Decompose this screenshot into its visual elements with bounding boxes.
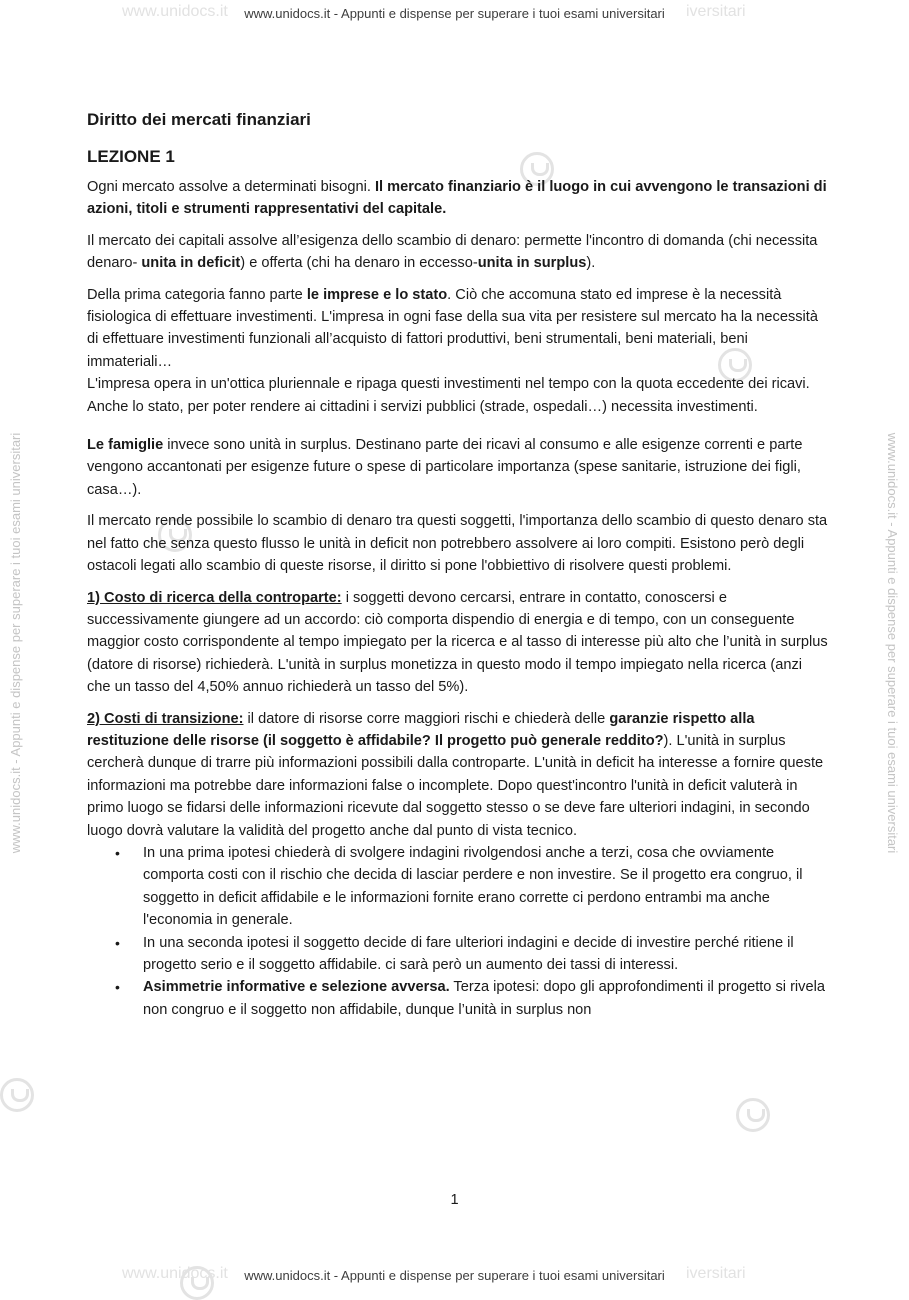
bold-definition: Il mercato finanziario è il luogo in cui avvengono le transazioni di azioni, titoli e strumenti rappresentativi del capitale. — [87, 179, 827, 218]
text-run: invece sono unità in surplus. Destinano parte dei ricavi al consumo e alle esigenze correnti e parte vengono accantonati per esigenze future o spese di particolare importanza (spese sanitarie, istruzione dei figli, casa…). — [87, 437, 803, 498]
bold-term: unita in deficit — [141, 255, 241, 272]
text-run: i soggetti devono cercarsi, entrare in contatto, conoscersi e successivamente giungere ad un accordo: ciò comporta dispendio di energia e di tempo, con un conseguente maggior costo corrispondente al tempo impiegato per la ricerca e al tasso di interesse più alto che l’unità in surplus (datore di risorse) richiederà. L'unità in surplus monetizza in questo modo il tempo impiegato nella ricerca (anzi che un tasso del 4,50% annuo richiederà un tasso del 5%). — [87, 589, 828, 696]
watermark-ghost-text: www.unidocs.it — [122, 1265, 228, 1282]
underlined-heading: 2) Costi di transizione: — [87, 710, 244, 727]
paragraph-search-cost — [87, 587, 829, 699]
watermark-header: www.unidocs.it - Appunti e dispense per superare i tuoi esami universitari — [244, 6, 665, 21]
underlined-heading: 1) Costo di ricerca della controparte: — [87, 589, 342, 606]
text-run: ) e offerta (chi ha denaro in eccesso- — [240, 255, 478, 272]
watermark-logo-icon — [0, 1078, 34, 1112]
paragraph-transition-cost — [87, 708, 829, 842]
watermark-logo-icon — [180, 1266, 214, 1300]
text-run: Il mercato dei capitali assolve all’esigenza dello scambio di denaro: permette l'incontro di domanda (chi necessita denaro- — [87, 232, 818, 272]
text-run: . Ciò che accomuna stato ed imprese è la necessità fisiologica di effettuare investimenti. L'impresa in ogni fase della sua vita per resistere sul mercato ha la necessità di effettuare investimenti funzionali all’acquisto di fattori produttivi, beni strumentali, beni materiali, beni immateriali… — [87, 286, 818, 370]
text-run: ). — [586, 255, 596, 272]
watermark-logo-icon — [736, 1098, 770, 1132]
page-number: 1 — [450, 1192, 459, 1208]
document-title: Diritto dei mercati finanziari — [87, 110, 311, 129]
list-item: • In una seconda ipotesi il soggetto decide di fare ulteriori indagini e decide di investire perché ritiene il progetto serio e il soggetto affidabile. ci sarà però un aumento dei tassi di interessi. — [143, 932, 829, 977]
text-run: Della prima categoria fanno parte — [87, 286, 307, 303]
document-page — [87, 108, 829, 1021]
paragraph-deficit-units — [87, 284, 829, 418]
bold-term: unita in surplus — [477, 255, 587, 272]
text-run: ). L'unità in surplus cercherà dunque di trarre più informazioni possibili dalla controparte. L'unità in deficit ha interesse a fornire queste informazioni ma potrebbe dare informazioni false o incomplete. Dopo quest'incontro l'unità in deficit valuterà in primo luogo se fidarsi delle informazioni ricevute dal soggetto stesso o se deve fare ulteriori indagini, in secondo luogo dovrà valutare la validità del progetto anche dal punto di vista tecnico. — [87, 732, 824, 839]
text-run: L'impresa opera in un'ottica pluriennale e ripaga questi investimenti nel tempo con la quota eccedente dei ricavi. Anche lo stato, per poter rendere ai cittadini i servizi pubblici (strade, ospedali…) necessita investimenti. — [87, 376, 810, 415]
bold-term: Le famiglie — [87, 437, 164, 454]
list-item — [143, 976, 829, 1021]
paragraph-intro — [87, 176, 829, 221]
text-run: Ogni mercato assolve a determinati bisogni. — [87, 179, 375, 195]
text-run: Terza ipotesi: dopo gli approfondimenti il progetto si rivela non congruo e il soggetto non affidabile, dunque l’unità in surplus non — [143, 979, 825, 1018]
text-run: il datore di risorse corre maggiori rischi e chiederà delle — [243, 710, 610, 727]
bold-term: le imprese e lo stato — [306, 286, 448, 303]
watermark-side-right: www.unidocs.it - Appunti e dispense per superare i tuoi esami universitari — [885, 432, 900, 854]
watermark-ghost-text: www.unidocs.it — [122, 3, 228, 20]
bold-term: Asimmetrie informative e selezione avversa. — [143, 979, 450, 996]
watermark-side-left: www.unidocs.it - Appunti e dispense per superare i tuoi esami universitari — [8, 432, 23, 854]
hypotheses-list — [87, 842, 829, 1021]
paragraph-families — [87, 434, 829, 501]
list-item: • In una prima ipotesi chiederà di svolgere indagini rivolgendosi anche a terzi, cosa che ovviamente comporta costi con il rischio che decida di lasciar perdere e non investire. Se il progetto era congruo, il soggetto in deficit affidabile e le informazioni fornite erano corrette ci perdono entrambi ma anche l'economia in generale. — [143, 842, 829, 932]
lesson-heading: LEZIONE 1 — [87, 147, 175, 166]
paragraph-capital-market — [87, 230, 829, 275]
watermark-ghost-text: iversitari — [686, 1265, 746, 1282]
watermark-footer: www.unidocs.it - Appunti e dispense per superare i tuoi esami universitari — [244, 1268, 665, 1283]
paragraph-market-role: Il mercato rende possibile lo scambio di denaro tra questi soggetti, l'importanza dello scambio di questo denaro sta nel fatto che senza questo flusso le unità in deficit non potrebbero assolvere ai loro compiti. Esistono però degli ostacoli legati allo scambio di queste risorse, il diritto si pone l'obbiettivo di risolvere questi problemi. — [87, 513, 828, 575]
watermark-ghost-text: iversitari — [686, 3, 746, 20]
bold-term: garanzie rispetto alla restituzione delle risorse (il soggetto è affidabile? Il progetto può generale reddito? — [87, 710, 755, 749]
